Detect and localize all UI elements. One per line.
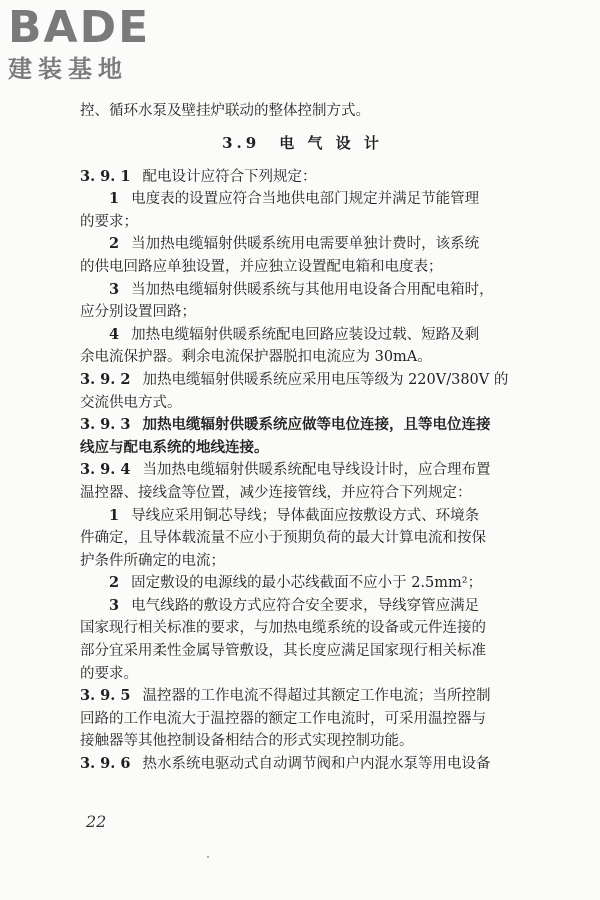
list-item-1 xyxy=(80,188,525,211)
continuation-line: 余电流保护器。剩余电流保护器脱扣电流应为 30mA。 xyxy=(80,349,432,366)
clause-text: 当加热电缆辐射供暖系统配电导线设计时，应合理布置 xyxy=(142,462,491,479)
clause-number: 3. 9. 6 xyxy=(80,755,131,773)
continuation-line: 交流供电方式。 xyxy=(80,394,182,411)
logo-subtitle: 建装基地 xyxy=(8,55,128,83)
item-number: 1 xyxy=(109,190,120,208)
clause-text: 温控器的工作电流不得超过其额定工作电流；当所控制 xyxy=(142,688,491,705)
item-text: 当加热电缆辐射供暖系统用电需要单独计费时，该系统 xyxy=(131,236,480,253)
item-number: 2 xyxy=(109,574,120,592)
continuation-line: 接触器等其他控制设备相结合的形式实现控制功能。 xyxy=(80,733,414,750)
intro-line: 控、循环水泵及壁挂炉联动的整体控制方式。 xyxy=(80,103,370,119)
continuation-line: 的要求。 xyxy=(80,665,138,682)
continuation-line: 的要求； xyxy=(80,213,138,230)
item-number: 1 xyxy=(109,506,120,524)
clause-number: 3. 9. 3 xyxy=(80,416,131,434)
list-item-1 xyxy=(80,505,525,528)
clause-number: 3. 9. 1 xyxy=(80,167,131,185)
continuation-line: 线应与配电系统的地线连接。 xyxy=(80,438,269,456)
clause-text: 热水系统电驱动式自动调节阀和户内混水泵等用电设备 xyxy=(142,756,491,773)
section-title: 3.9 电 气 设 计 xyxy=(222,133,383,152)
clause-text: 配电设计应符合下列规定： xyxy=(142,168,317,185)
list-item-2 xyxy=(80,572,525,595)
clause-text: 加热电缆辐射供暖系统应采用电压等级为 220V/380V 的 xyxy=(142,371,509,388)
page-number: 22 xyxy=(86,812,107,831)
item-text: 固定敷设的电源线的最小芯线截面不应小于 2.5mm²； xyxy=(131,575,483,592)
continuation-line: 回路的工作电流大于温控器的额定工作电流时，可采用温控器与 xyxy=(80,710,486,727)
list-item-4 xyxy=(80,324,525,347)
list-item-2 xyxy=(80,233,525,256)
item-number: 3 xyxy=(109,596,120,614)
clause-number: 3. 9. 2 xyxy=(80,370,131,388)
clause-number: 3. 9. 4 xyxy=(80,461,131,479)
item-number: 2 xyxy=(109,235,120,253)
scan-speck xyxy=(207,856,209,858)
item-text: 电气线路的敷设方式应符合安全要求，导线穿管应满足 xyxy=(131,597,480,614)
continuation-line: 的供电回路应单独设置，并应独立设置配电箱和电度表； xyxy=(80,258,443,275)
clause-3-9-2 xyxy=(80,369,525,392)
clause-3-9-6 xyxy=(80,753,525,776)
item-text: 加热电缆辐射供暖系统配电回路应装设过载、短路及剩 xyxy=(131,326,480,343)
continuation-line: 应分别设置回路； xyxy=(80,304,196,321)
continuation-line: 护条件所确定的电流； xyxy=(80,552,225,569)
continuation-line: 部分宜采用柔性金属导管敷设，其长度应满足国家现行相关标准 xyxy=(80,643,486,660)
logo-brand: BADE xyxy=(8,2,151,53)
document-body xyxy=(80,100,525,776)
clause-3-9-4 xyxy=(80,459,525,482)
item-text: 导线应采用铜芯导线；导体截面应按敷设方式、环境条 xyxy=(131,507,480,524)
list-item-3 xyxy=(80,595,525,618)
item-number: 3 xyxy=(109,280,120,298)
clause-text: 加热电缆辐射供暖系统应做等电位连接，且等电位连接 xyxy=(142,416,491,434)
clause-number: 3. 9. 5 xyxy=(80,687,131,705)
item-number: 4 xyxy=(109,325,120,343)
clause-3-9-1 xyxy=(80,166,525,189)
continuation-line: 国家现行相关标准的要求，与加热电缆系统的设备或元件连接的 xyxy=(80,620,486,637)
continuation-line: 件确定，且导体载流量不应小于预期负荷的最大计算电流和按保 xyxy=(80,530,486,547)
clause-3-9-3 xyxy=(80,414,525,437)
item-text: 当加热电缆辐射供暖系统与其他用电设备合用配电箱时， xyxy=(131,281,494,298)
list-item-3 xyxy=(80,279,525,302)
item-text: 电度表的设置应符合当地供电部门规定并满足节能管理 xyxy=(131,191,480,208)
clause-3-9-5 xyxy=(80,685,525,708)
continuation-line: 温控器、接线盒等位置，减少连接管线，并应符合下列规定： xyxy=(80,484,472,501)
bade-logo xyxy=(8,2,178,86)
